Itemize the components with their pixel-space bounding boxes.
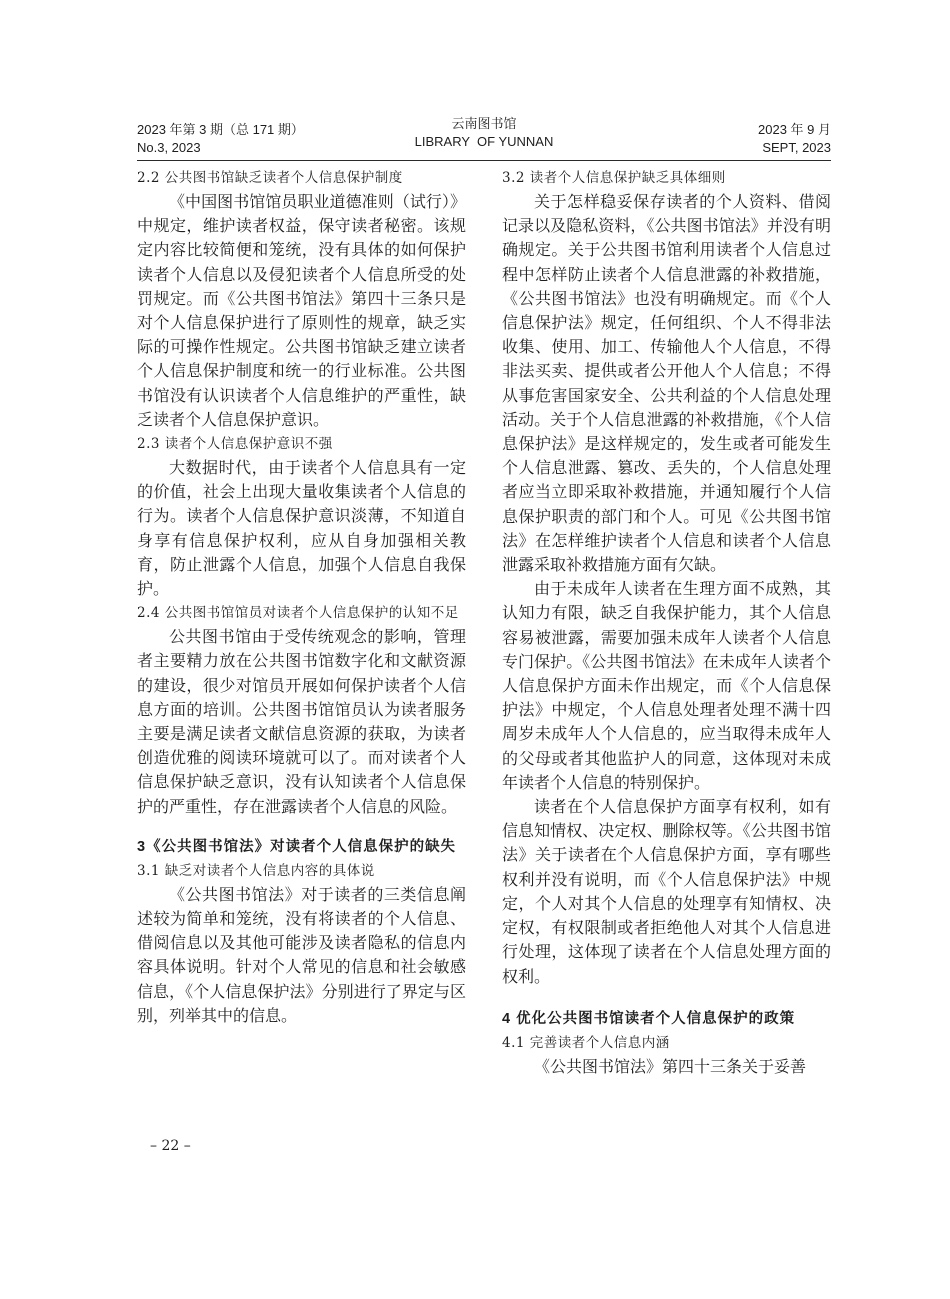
- paragraph: 由于未成年人读者在生理方面不成熟，其认知力有限，缺乏自我保护能力，其个人信息容易被泄露，需要加强未成年人读者个人信息专门保护。《公共图书馆法》在未成年人读者个人信息保护方面未作出规定，而《个人信息保护法》中规定，个人信息处理者处理不满十四周岁未成年人个人信息的，应当取得未成年人的父母或者其他监护人的同意，这体现对未成年读者个人信息的特别保护。: [502, 579, 831, 792]
- header-date: [758, 121, 831, 157]
- page-number: – 22 –: [150, 1138, 191, 1154]
- header-journal: [137, 115, 831, 151]
- header-date-cn: 2023 年 9 月: [758, 122, 831, 137]
- paragraph: 大数据时代，由于读者个人信息具有一定的价值，社会上出现大量收集读者个人信息的行为。读者个人信息保护意识淡薄，不知道自身享有信息保护权利，应从自身加强相关教育，防止泄露个人信息，加强个人信息自我保护。: [137, 458, 466, 599]
- header-rule: [137, 160, 831, 161]
- header-date-en: SEPT, 2023: [762, 140, 831, 155]
- running-header: [137, 115, 831, 157]
- header-issue-cn: 2023 年第 3 期（总 171 期）: [137, 122, 304, 137]
- header-journal-en: LIBRARY OF YUNNAN: [414, 134, 554, 149]
- left-column: [137, 166, 466, 1028]
- subsection-heading-2-4: 2.4 公共图书馆馆员对读者个人信息保护的认知不足: [137, 605, 459, 622]
- paragraph: 《公共图书馆法》第四十三条关于妥善: [534, 1056, 807, 1076]
- right-column: [502, 166, 831, 1079]
- subsection-heading-2-2: 2.2 公共图书馆缺乏读者个人信息保护制度: [137, 170, 403, 186]
- paragraph: 《公共图书馆法》对于读者的三类信息阐述较为简单和笼统，没有将读者的个人信息、借阅信息以及其他可能涉及读者隐私的信息内容具体说明。针对个人常见的信息和社会敏感信息，《个人信息保护法》分别进行了界定与区别，列举其中的信息。: [137, 884, 466, 1025]
- header-journal-cn: 云南图书馆: [451, 116, 517, 131]
- section-heading-3: 3《公共图书馆法》对读者个人信息保护的缺失: [137, 838, 457, 855]
- subsection-heading-2-3: 2.3 读者个人信息保护意识不强: [137, 436, 333, 453]
- subsection-heading-4-1: 4.1 完善读者个人信息内涵: [502, 1034, 670, 1051]
- section-heading-4: 4 优化公共图书馆读者个人信息保护的政策: [502, 1010, 796, 1027]
- header-issue-en: No.3, 2023: [137, 140, 201, 155]
- paragraph: 《中国图书馆馆员职业道德准则（试行）》中规定，维护读者权益，保守读者秘密。该规定内容比较简便和笼统，没有具体的如何保护读者个人信息以及侵犯读者个人信息所受的处罚规定。而《公共图书馆法》第四十三条只是对个人信息保护进行了原则性的规章，缺乏实际的可操作性规定。公共图书馆缺乏建立读者个人信息保护制度和统一的行业标准。公共图书馆没有认识读者个人信息维护的严重性，缺乏读者个人信息保护意识。: [137, 192, 466, 429]
- subsection-heading-3-2: 3.2 读者个人信息保护缺乏具体细则: [502, 170, 726, 186]
- paragraph: 关于怎样稳妥保存读者的个人资料、借阅记录以及隐私资料，《公共图书馆法》并没有明确规定。关于公共图书馆利用读者个人信息过程中怎样防止读者个人信息泄露的补救措施，《公共图书馆法》也没有明确规定。而《个人信息保护法》规定，任何组织、个人不得非法收集、使用、加工、传输他人个人信息，不得非法买卖、提供或者公开他人个人信息；不得从事危害国家安全、公共利益的个人信息处理活动。关于个人信息泄露的补救措施，《个人信息保护法》是这样规定的，发生或者可能发生个人信息泄露、篡改、丢失的，个人信息处理者应当立即采取补救措施，并通知履行个人信息保护职责的部门和个人。可见《公共图书馆法》在怎样维护读者个人信息和读者个人信息泄露采取补救措施方面有欠缺。: [502, 192, 831, 575]
- paragraph: 公共图书馆由于受传统观念的影响，管理者主要精力放在公共图书馆数字化和文献资源的建设，很少对馆员开展如何保护读者个人信息方面的培训。公共图书馆馆员认为读者服务主要是满足读者文献信息资源的获取，为读者创造优雅的阅读环境就可以了。而对读者个人信息保护缺乏意识，没有认知读者个人信息保护的严重性，存在泄露读者个人信息的风险。: [137, 627, 466, 816]
- subsection-heading-3-1: 3.1 缺乏对读者个人信息内容的具体说: [137, 862, 375, 879]
- paragraph: 读者在个人信息保护方面享有权利，如有信息知情权、决定权、删除权等。《公共图书馆法》关于读者在个人信息保护方面，享有哪些权利并没有说明，而《个人信息保护法》中规定，个人对其个人信息的处理享有知情权、决定权，有权限制或者拒绝他人对其个人信息进行处理，这体现了读者在个人信息处理方面的权利。: [502, 797, 831, 986]
